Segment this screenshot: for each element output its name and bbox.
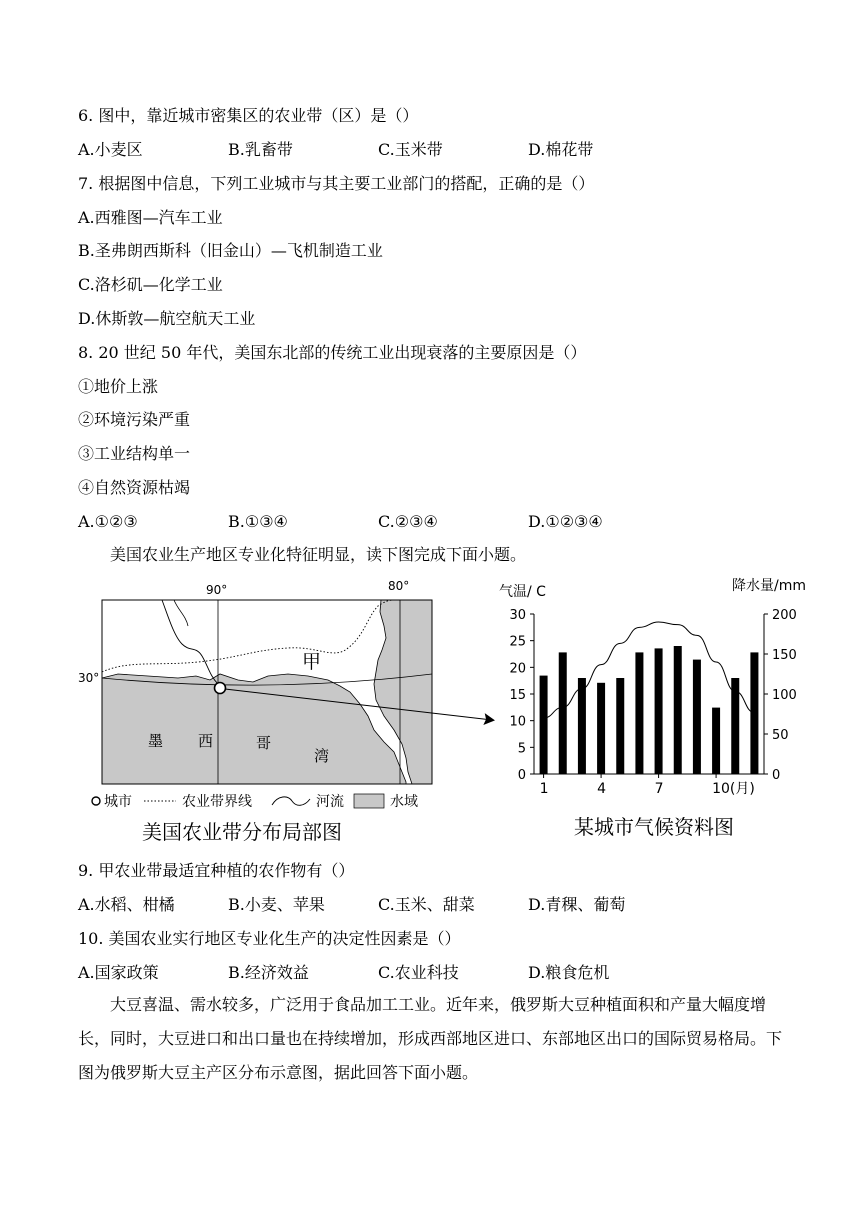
gulf-char-4: 湾 <box>314 747 330 765</box>
q9-option-c: C.玉米、甜菜 <box>378 895 475 914</box>
q8-option-d: D.①②③④ <box>528 512 603 531</box>
region-jia-label: 甲 <box>302 651 322 673</box>
precip-bar <box>635 652 643 774</box>
legend-water-label: 水域 <box>390 794 418 810</box>
q10-stem: 10. 美国农业实行地区专业化生产的决定性因素是（） <box>78 929 461 948</box>
gulf-char-1: 墨 <box>148 732 164 750</box>
temp-tick-label: 25 <box>509 634 526 650</box>
precip-bar <box>655 648 663 774</box>
q6-option-c: C.玉米带 <box>378 140 443 159</box>
precip-bar <box>712 708 720 774</box>
month-tick-label: 4 <box>597 781 607 797</box>
lon-label-90: 90° <box>206 583 228 597</box>
precip-bar <box>674 646 682 774</box>
temp-tick-label: 30 <box>509 608 526 623</box>
intro-agriculture: 美国农业生产地区专业化特征明显，读下图完成下面小题。 <box>110 545 527 564</box>
gulf-char-2: 西 <box>198 732 214 750</box>
chart-title: 某城市气候资料图 <box>574 815 734 839</box>
precip-tick-label: 100 <box>772 688 797 703</box>
q6-option-a: A.小麦区 <box>78 140 143 159</box>
q7-option-b: B.圣弗朗西斯科（旧金山）—飞机制造工业 <box>78 241 383 260</box>
q6-option-b: B.乳畜带 <box>228 140 293 159</box>
legend-city-label: 城市 <box>104 794 132 810</box>
precip-bar <box>693 660 701 774</box>
intro-soybean: 大豆喜温、需水较多，广泛用于食品加工工业。近年来，俄罗斯大豆种植面积和产量大幅度增长，同时，大豆进口和出口量也在持续增加，形成西部地区进口、东部地区出口的国际贸易格局。下图为俄罗斯大豆主产区分布示意图，据此回答下面小题。 <box>78 995 783 1082</box>
q9-option-b: B.小麦、苹果 <box>228 895 325 914</box>
precip-tick-label: 0 <box>772 768 781 783</box>
precip-bar <box>616 678 624 774</box>
temp-tick-label: 0 <box>517 768 526 783</box>
month-tick-label: 1 <box>539 781 549 797</box>
q8-item-4: ④自然资源枯竭 <box>78 478 191 497</box>
legend-belt-label: 农业带界线 <box>182 794 252 810</box>
precip-bar <box>559 652 567 774</box>
q8-stem: 8. 20 世纪 50 年代，美国东北部的传统工业出现衰落的主要原因是（） <box>78 343 587 362</box>
precip-bar <box>597 683 605 774</box>
q7-option-c: C.洛杉矶—化学工业 <box>78 275 223 294</box>
q7-option-a: A.西雅图—汽车工业 <box>78 208 223 227</box>
chart-ylabel-right: 降水量/mm <box>732 578 806 594</box>
climate-chart <box>494 572 824 847</box>
lon-label-80: 80° <box>388 579 410 593</box>
q9-option-a: A.水稻、柑橘 <box>78 895 175 914</box>
precip-bar <box>578 678 586 774</box>
precip-tick-label: 200 <box>772 608 797 623</box>
temp-tick-label: 15 <box>509 688 526 703</box>
q9-option-d: D.青稞、葡萄 <box>528 895 626 914</box>
temp-tick-label: 5 <box>517 741 526 757</box>
chart-ylabel-left: 气温/ C <box>499 584 546 600</box>
q10-option-d: D.粮食危机 <box>528 963 610 982</box>
q7-option-d: D.休斯敦—航空航天工业 <box>78 309 256 328</box>
month-tick-label: 10(月) <box>712 781 755 797</box>
q10-option-a: A.国家政策 <box>78 963 159 982</box>
q8-item-3: ③工业结构单一 <box>78 444 191 463</box>
temp-tick-label: 10 <box>509 714 526 730</box>
q8-option-c: C.②③④ <box>378 512 438 531</box>
precip-bar <box>540 676 548 774</box>
temp-tick-label: 20 <box>509 661 526 677</box>
month-tick-label: 7 <box>654 781 664 797</box>
precip-tick-label: 50 <box>772 728 789 743</box>
q8-option-a: A.①②③ <box>78 512 138 531</box>
precip-bar <box>750 652 758 774</box>
q10-option-b: B.经济效益 <box>228 963 309 982</box>
q8-option-b: B.①③④ <box>228 512 288 531</box>
q7-stem: 7. 根据图中信息，下列工业城市与其主要工业部门的搭配，正确的是（） <box>78 174 595 193</box>
q8-item-1: ①地价上涨 <box>78 377 159 396</box>
q10-option-c: C.农业科技 <box>378 963 459 982</box>
precip-tick-label: 150 <box>772 648 797 663</box>
q9-stem: 9. 甲农业带最适宜种植的农作物有（） <box>78 861 355 880</box>
map-title: 美国农业带分布局部图 <box>142 820 342 844</box>
gulf-char-3: 哥 <box>256 734 272 752</box>
q6-stem: 6. 图中，靠近城市密集区的农业带（区）是（） <box>78 106 419 125</box>
q8-item-2: ②环境污染严重 <box>78 410 191 429</box>
lat-label-30: 30° <box>78 671 100 685</box>
legend-river-label: 河流 <box>316 794 344 810</box>
temperature-line <box>544 622 755 718</box>
q6-option-d: D.棉花带 <box>528 140 594 159</box>
